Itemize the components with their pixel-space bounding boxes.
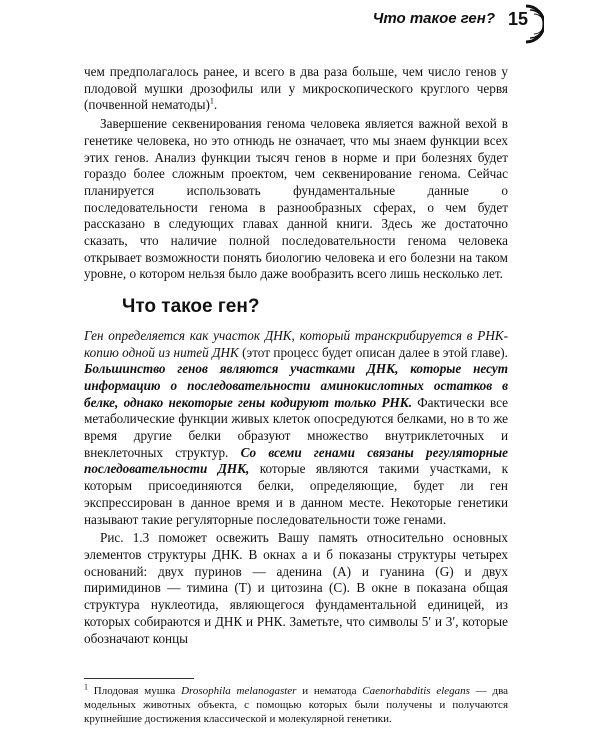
paragraph-4: Рис. 1.3 поможет освежить Вашу память относительно основных элементов структуры ДНК. В окнах а и б показаны структуры четырех оснований: двух пуринов — аденина (A) и гуанина (G) и двух пиримидинов — тимина (T) и цитозина (C). В окне в показана общая структура нуклеотида, являющегося фундаментальной единицей, из которых собираются и ДНК и РНК. Заметьте, что символы 5′ и 3′, которые обозначают концы [84,530,508,646]
page-number: 15 [507,9,529,29]
page-number-badge [500,2,544,46]
footnote-marker: 1 [84,682,88,692]
species-name: Caenorhabditis elegans [362,685,470,697]
paragraph-1: чем предполагалось ранее, и всего в два раза больше, чем число генов у плодовой мушки дрозофилы или у микроскопического круглого червя (почвенной нематоды)$^1$. [84,64,508,113]
running-title: Что такое ген? [372,10,495,27]
footnote: $^1$ Плодовая мушка Drosophila melanogaster и нематода Caenorhabditis elegans — два модельных животных объекта, с помощью которых были получены и получаются крупнейшие достижения классической и молекулярной генетики. [84,682,509,725]
footnote-divider [84,678,194,679]
page-body [84,64,508,647]
section-heading: Что такое ген? [122,296,260,318]
paragraph-2: Завершение секвенирования генома человека является важной вехой в генетике человека, но это отнюдь не означает, что мы знаем функции всех этих генов. Анализ функции тысяч генов в норме и при болезнях будет гораздо более сложным проектом, чем секвенирование генома. Сейчас планируется использовать фундаментальные данные о последовательности генома в разнообразных сферах, о чем будет рассказано в следующих главах данной книги. Здесь же достаточно сказать, что наличие полной последовательности генома человека открывает возможности понять биологию человека и его болезни на таком уровне, о котором нельзя было даже вообразить всего лишь несколько лет. [84,116,508,282]
paragraph-3: Ген определяется как участок ДНК, который транскрибируется в РНК-копию одной из нитей ДНК (этот процесс будет описан далее в этой главе). Большинство генов являются участками ДНК, которые несут информацию о последовательности аминокислотных остатков в белке, однако некоторые гены кодируют только РНК. Фактически все метаболические функции живых клеток опосредуются белками, но в то же время другие белки образуют множество внутриклеточных и внеклеточных структур. Со всеми генами связаны регуляторные последовательности ДНК, которые являются такими участками, к которым присоединяются белки, определяющие, будет ли ген экспрессирован в данное время и в данном месте. Некоторые генетики называют такие регуляторные последовательности тоже генами. [84,327,509,527]
footnote-ref[interactable]: 1 [209,97,214,107]
species-name: Drosophila melanogaster [181,685,297,697]
